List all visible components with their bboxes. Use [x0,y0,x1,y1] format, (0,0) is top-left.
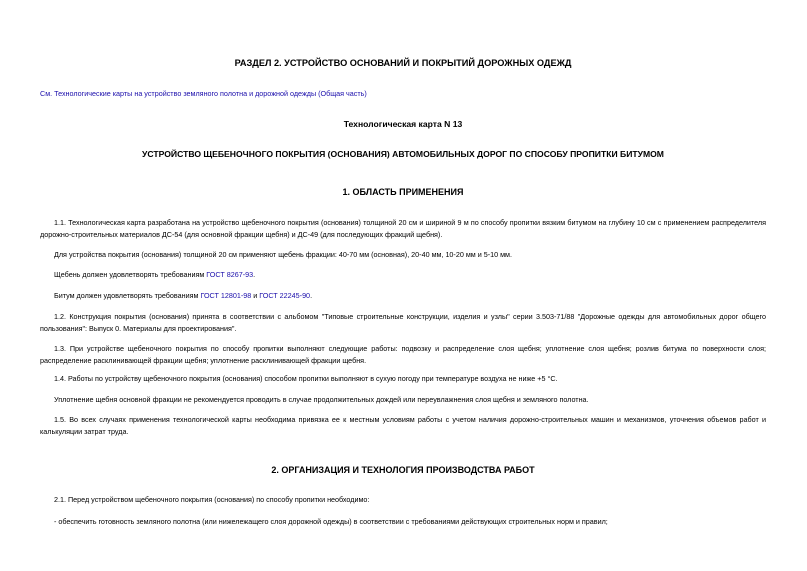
paragraph-bitumen-req [40,290,766,302]
text: . [310,291,313,300]
section-title: РАЗДЕЛ 2. УСТРОЙСТВО ОСНОВАНИЙ И ПОКРЫТИЙ ДОРОЖНЫХ ОДЕЖД [234,58,572,68]
paragraph-1-1: 1.1. Технологическая карта разработана на устройство щебеночного покрытия (основания) толщиной 20 см и шириной 9 м по способу пропитки вязким битумом на глубину 10 см с применением распределителя дорожно-строительных материалов ДС-54 (для основной фракции щебня) и ДС-49 (для последующих фракций щебня). [40,218,766,239]
section1-heading: 1. ОБЛАСТЬ ПРИМЕНЕНИЯ [342,187,464,197]
text: . [253,270,256,279]
card-title: УСТРОЙСТВО ЩЕБЕНОЧНОГО ПОКРЫТИЯ (ОСНОВАНИЯ) АВТОМОБИЛЬНЫХ ДОРОГ ПО СПОСОБУ ПРОПИТКИ БИТУМОМ [142,149,664,159]
see-also-link[interactable]: См. Технологические карты на устройство земляного полотна и дорожной одежды (Общая часть) [40,89,367,98]
gost-22245-link[interactable]: ГОСТ 22245-90 [259,291,311,300]
paragraph-1-3: 1.3. При устройстве щебеночного покрытия по способу пропитки выполняют следующие работы: подвозку и распределение слоя щебня; уплотнение слоя щебня; розлив битума по поверхности слоя; распределение расклинивающей фракции щебня; уплотнение расклинивающей фракции щебня. [40,344,766,365]
card-number: Технологическая карта N 13 [343,119,463,129]
paragraph-2-1: 2.1. Перед устройством щебеночного покрытия (основания) по способу пропитки необходимо: [54,495,370,504]
gost-12801-link[interactable]: ГОСТ 12801-98 [200,291,252,300]
see-also-link-row [40,89,766,98]
paragraph-fractions: Для устройства покрытия (основания) толщиной 20 см применяют щебень фракции: 40-70 мм (основная), 20-40 мм, 10-20 мм и 5-10 мм. [54,250,512,259]
paragraph-1-2: 1.2. Конструкция покрытия (основания) принята в соответствии с альбомом "Типовые строительные конструкции, изделия и узлы" серии 3.503-71/88 "Дорожные одежды для автомобильных дорог общего пользования": Выпуск 0. Материалы для проектирования". [40,312,766,333]
text: Щебень должен удовлетворять требованиям [54,270,207,279]
paragraph-compaction: Уплотнение щебня основной фракции не рекомендуется проводить в случае продолжительных дождей или переувлажнения слоя щебня и земляного полотна. [54,395,589,404]
paragraph-gravel-req [40,269,766,281]
section2-heading: 2. ОРГАНИЗАЦИЯ И ТЕХНОЛОГИЯ ПРОИЗВОДСТВА РАБОТ [271,465,535,475]
text: Битум должен удовлетворять требованиям [54,291,201,300]
paragraph-1-4: 1.4. Работы по устройству щебеночного покрытия (основания) способом пропитки выполняют в сухую погоду при температуре воздуха не ниже +5 °С. [54,374,558,383]
paragraph-2-1-item: - обеспечить готовность земляного полотна (или нижележащего слоя дорожной одежды) в соответствии с требованиями действующих строительных норм и правил; [54,517,608,526]
text: и [251,291,260,300]
gost-8267-link[interactable]: ГОСТ 8267-93 [206,270,254,279]
paragraph-1-5: 1.5. Во всех случаях применения технологической карты необходима привязка ее к местным условиям работы с учетом наличия дорожно-строительных машин и механизмов, уточнения объемов работ и калькуляции затрат труда. [40,415,766,436]
